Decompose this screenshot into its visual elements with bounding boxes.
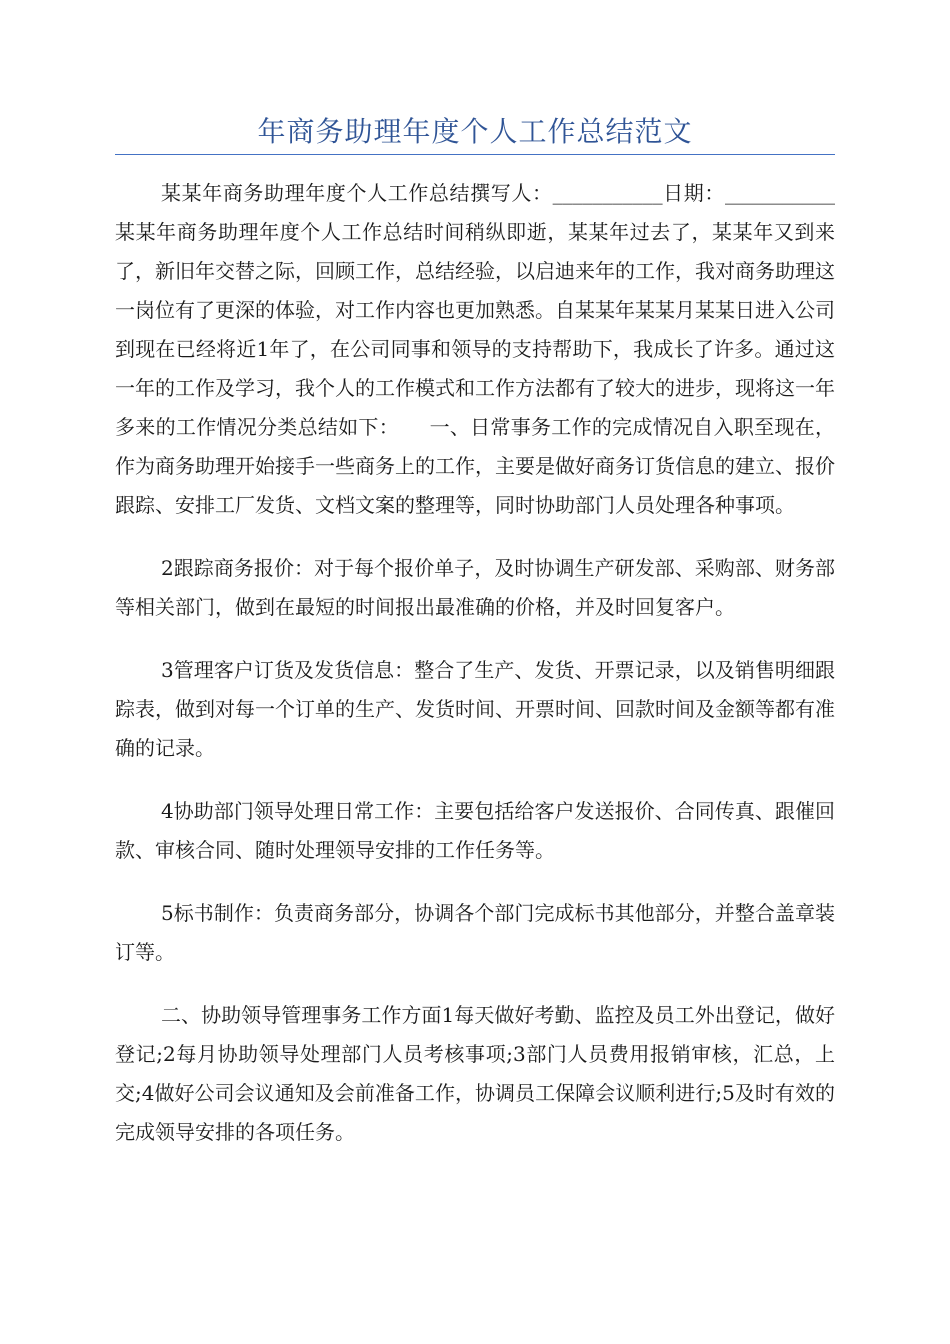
paragraph-item-5: 5标书制作：负责商务部分，协调各个部门完成标书其他部分，并整合盖章装订等。 [115,901,835,964]
title-underline [115,154,835,155]
paragraph-intro: 某某年商务助理年度个人工作总结撰写人：___________日期：___________某某年商务助理年度个人工作总结时间稍纵即逝，某某年过去了，某某年又到来了，新旧年交替之际，回顾工作，总结经验，以启迪来年的工作，我对商务助理这一岗位有了更深的体验，对工作内容也更加熟悉。自某某年某某月某某日进入公司到现在已经将近1年了，在公司同事和领导的支持帮助下，我成长了许多。通过这一年的工作及学习，我个人的工作模式和工作方法都有了较大的进步，现将这一年多来的工作情况分类总结如下： 一、日常事务工作的完成情况自入职至现在，作为商务助理开始接手一些商务上的工作，主要是做好商务订货信息的建立、报价跟踪、安排工厂发货、文档文案的整理等，同时协助部门人员处理各种事项。 [115,181,835,517]
paragraph-item-2: 2跟踪商务报价：对于每个报价单子，及时协调生产研发部、采购部、财务部等相关部门，做到在最短的时间报出最准确的价格，并及时回复客户。 [115,556,835,619]
paragraph-item-3: 3管理客户订货及发货信息：整合了生产、发货、开票记录，以及销售明细跟踪表，做到对每一个订单的生产、发货时间、开票时间、回款时间及金额等都有准确的记录。 [115,658,835,760]
paragraph-item-4: 4协助部门领导处理日常工作：主要包括给客户发送报价、合同传真、跟催回款、审核合同、随时处理领导安排的工作任务等。 [115,799,835,862]
document-body [115,174,835,1176]
paragraph-section-2: 二、协助领导管理事务工作方面1每天做好考勤、监控及员工外出登记，做好登记;2每月协助领导处理部门人员考核事项;3部门人员费用报销审核，汇总，上交;4做好公司会议通知及会前准备工作，协调员工保障会议顺利进行;5及时有效的完成领导安排的各项任务。 [115,1003,835,1144]
document-title: 年商务助理年度个人工作总结范文 [257,115,693,148]
